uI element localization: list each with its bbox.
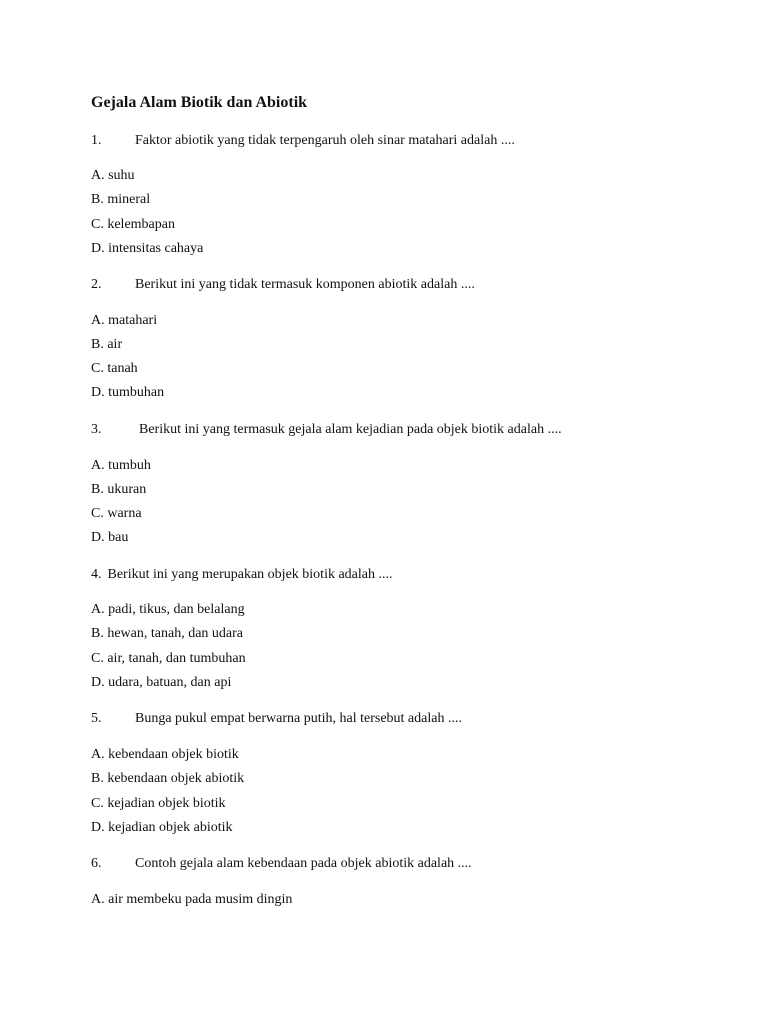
option: C. tanah <box>91 361 138 376</box>
option: D. bau <box>91 530 129 545</box>
option: A. matahari <box>91 313 158 328</box>
question-number: 4. <box>91 567 102 582</box>
option: B. ukuran <box>91 482 147 497</box>
question-number: 6. <box>91 856 102 871</box>
option: B. air <box>91 337 123 352</box>
option: D. udara, batuan, dan api <box>91 675 232 690</box>
option: D. intensitas cahaya <box>91 241 204 256</box>
question-text: Berikut ini yang merupakan objek biotik adalah .... <box>107 567 393 582</box>
option: A. air membeku pada musim dingin <box>91 892 293 907</box>
question-text: Bunga pukul empat berwarna putih, hal tersebut adalah .... <box>135 711 462 726</box>
question-text: Faktor abiotik yang tidak terpengaruh oleh sinar matahari adalah .... <box>135 133 515 148</box>
option: A. suhu <box>91 168 135 183</box>
option: D. tumbuhan <box>91 385 165 400</box>
question-5 <box>91 710 462 728</box>
question-text: Berikut ini yang tidak termasuk komponen abiotik adalah .... <box>135 277 475 292</box>
option: C. warna <box>91 506 142 521</box>
option: C. kejadian objek biotik <box>91 796 226 811</box>
option: B. hewan, tanah, dan udara <box>91 626 243 641</box>
question-number: 2. <box>91 277 102 292</box>
question-text: Berikut ini yang termasuk gejala alam kejadian pada objek biotik adalah .... <box>139 422 562 437</box>
question-1 <box>91 132 515 150</box>
question-2 <box>91 276 475 294</box>
document-title: Gejala Alam Biotik dan Abiotik <box>91 94 308 111</box>
question-6 <box>91 855 472 873</box>
option: A. kebendaan objek biotik <box>91 747 239 762</box>
option: C. kelembapan <box>91 217 175 232</box>
option: A. padi, tikus, dan belalang <box>91 602 245 617</box>
option: B. kebendaan objek abiotik <box>91 771 245 786</box>
question-number: 1. <box>91 133 102 148</box>
question-text: Contoh gejala alam kebendaan pada objek abiotik adalah .... <box>135 856 472 871</box>
question-number: 5. <box>91 711 102 726</box>
option: A. tumbuh <box>91 458 151 473</box>
option: D. kejadian objek abiotik <box>91 820 233 835</box>
question-3 <box>91 421 562 439</box>
question-4 <box>91 566 392 584</box>
option: C. air, tanah, dan tumbuhan <box>91 651 246 666</box>
option: B. mineral <box>91 192 151 207</box>
question-number: 3. <box>91 422 102 437</box>
